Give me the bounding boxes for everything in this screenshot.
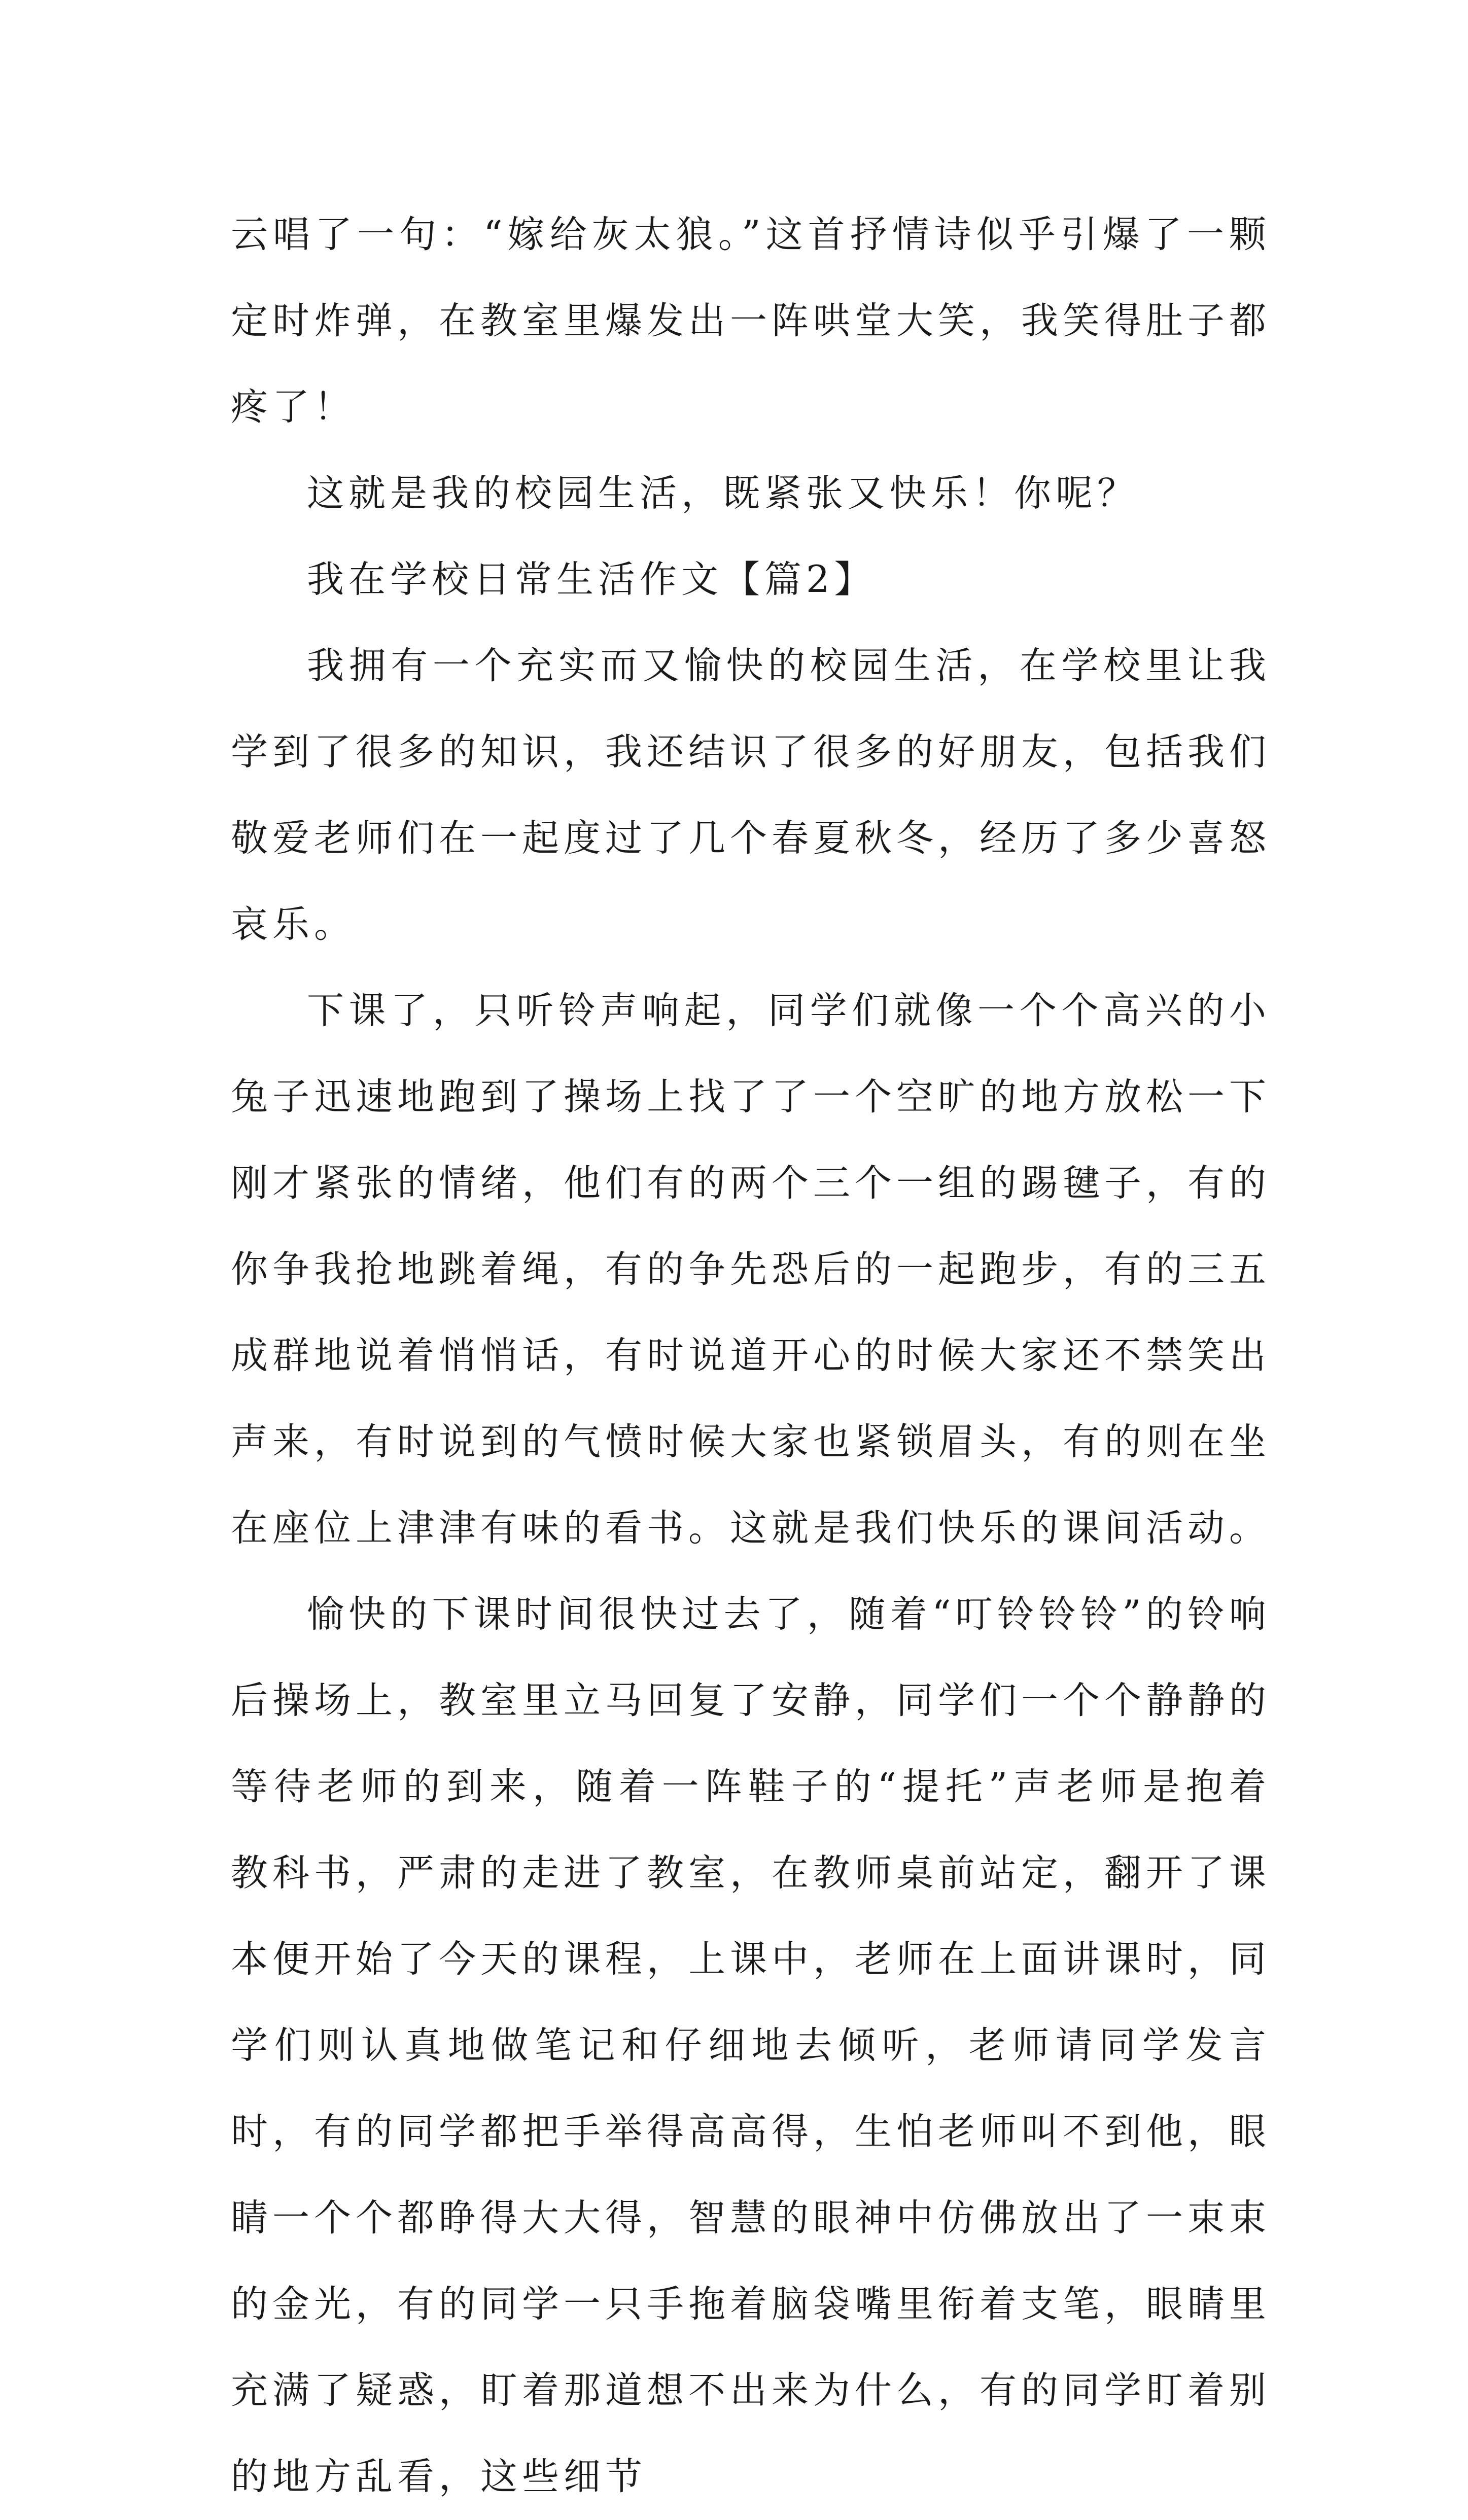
- document-body: [231, 192, 1271, 2520]
- paragraph-intro: 我拥有一个充实而又愉快的校园生活，在学校里让我学到了很多的知识，我还结识了很多的好朋友，包括我们敬爱老师们在一起度过了几个春夏秋冬，经历了多少喜怒哀乐。: [231, 644, 1271, 946]
- paragraph-class: 愉快的下课时间很快过去了，随着“叮铃铃铃”的铃响后操场上，教室里立马回复了安静，同学们一个个静静的等待老师的到来，随着一阵鞋子的“提托”声老师是抱着教科书，严肃的走进了教室，在教师桌前站定，翻开了课本便开始了今天的课程，上课中，老师在上面讲课时，同学们则认真地做笔记和仔细地去倾听，老师请同学发言时，有的同学都把手举得高高得，生怕老师叫不到他，眼睛一个个都睁得大大得，智慧的眼神中仿佛放出了一束束的金光，有的同学一只手拖着脑袋嘴里衔着支笔，眼睛里充满了疑惑，盯着那道想不出来为什么，有的同学盯着别的地方乱看，这些细节: [231, 1593, 1271, 2498]
- paragraph-recess: 下课了，只听铃声响起，同学们就像一个个高兴的小兔子迅速地跑到了操场上找了了一个空旷的地方放松一下刚才紧张的情绪，他们有的两个三个一组的踢毽子，有的你争我抢地跳着绳，有的争先恐后的一起跑步，有的三五成群地说着悄悄话，有时说道开心的时候大家还不禁笑出声来，有时说到的气愤时候大家也紧锁眉头，有的则在坐在座位上津津有味的看书。这就是我们快乐的课间活动。: [231, 989, 1271, 1550]
- paragraph-closing: 这就是我的校园生活，既紧张又快乐！你呢？: [307, 472, 1139, 515]
- paragraph-continuation: 云唱了一句：“嫁给灰太狼。”这首抒情诗似乎引爆了一颗定时炸弹，在教室里爆发出一阵哄堂大笑，我笑得肚子都疼了！: [231, 213, 1271, 429]
- section-heading: 我在学校日常生活作文【篇2】: [307, 558, 876, 601]
